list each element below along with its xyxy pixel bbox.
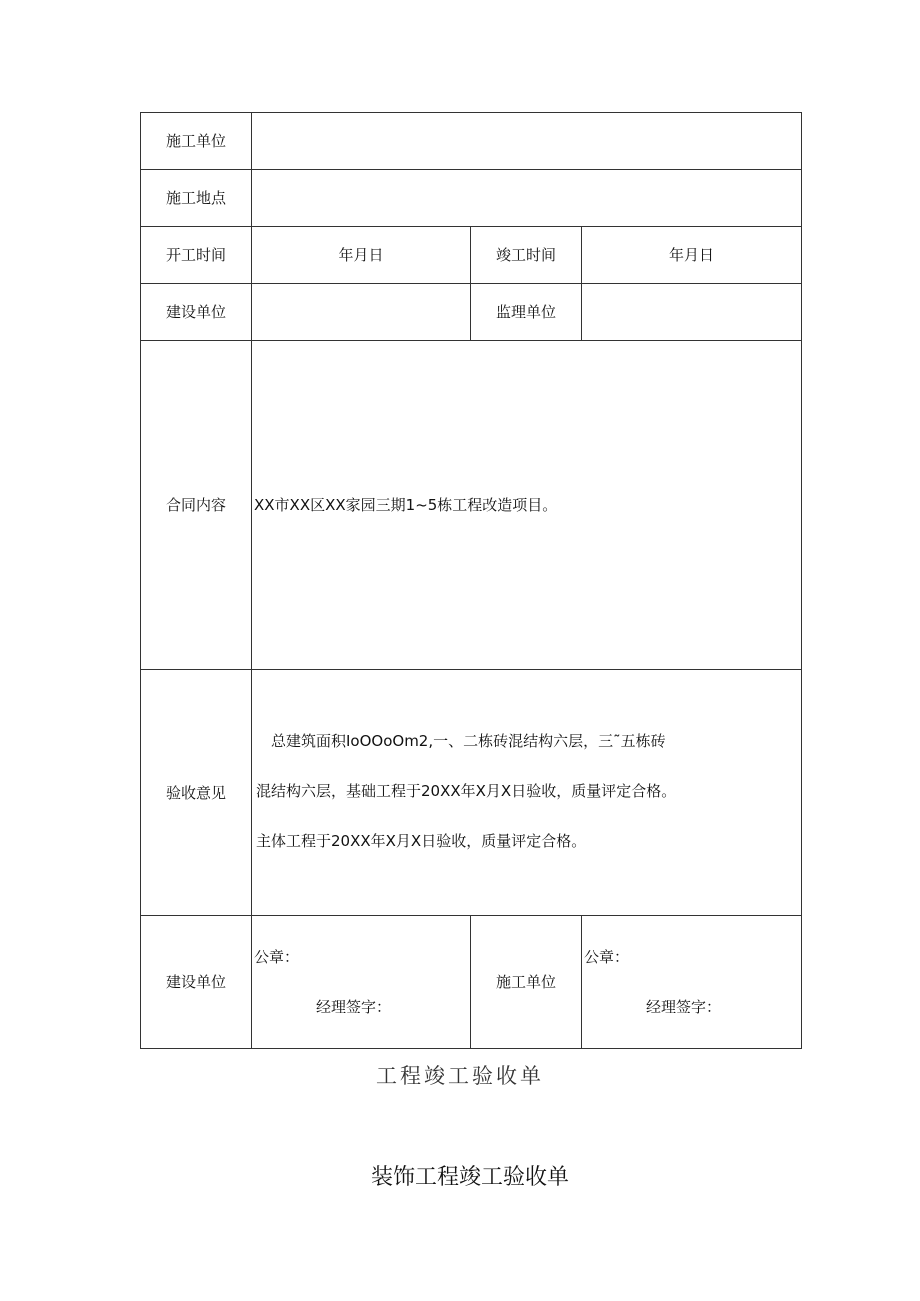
- construction-unit-value: [252, 113, 802, 170]
- construction-site-label: 施工地点: [141, 170, 252, 227]
- supervision-unit-value: [582, 284, 802, 341]
- contract-label: 合同内容: [141, 341, 252, 670]
- builder-manager-signature-label: 经理签字：: [316, 998, 392, 1016]
- completion-time-label: 竣工时间: [471, 227, 582, 284]
- contract-value: XX市XX区XX家园三期1~5栋工程改造项目。: [252, 341, 802, 670]
- builder-unit-label: 建设单位: [141, 284, 252, 341]
- row-construction-unit: [141, 113, 802, 170]
- acceptance-line: 总建筑面积IoOOoOm2,一、二栋砖混结构六层，三˜五栋砖: [271, 732, 666, 750]
- sign-builder-label: 建设单位: [141, 916, 252, 1049]
- acceptance-line: 主体工程于20XX年X月X日验收，质量评定合格。: [256, 832, 587, 850]
- sign-contractor-label: 施工单位: [471, 916, 582, 1049]
- row-signatures: [141, 916, 802, 1049]
- row-construction-site: [141, 170, 802, 227]
- construction-site-value: [252, 170, 802, 227]
- acceptance-label: 验收意见: [141, 670, 252, 916]
- table-caption: 工程竣工验收单: [376, 1064, 544, 1088]
- acceptance-line: 混结构六层，基础工程于20XX年X月X日验收，质量评定合格。: [256, 782, 677, 800]
- builder-seal-label: 公章：: [254, 948, 300, 966]
- sign-builder-area: [252, 916, 471, 1049]
- supervision-unit-label: 监理单位: [471, 284, 582, 341]
- builder-unit-value: [252, 284, 471, 341]
- construction-unit-label: 施工单位: [141, 113, 252, 170]
- contractor-seal-label: 公章：: [584, 948, 630, 966]
- row-acceptance: [141, 670, 802, 916]
- row-dates: [141, 227, 802, 284]
- contractor-manager-signature-label: 经理签字：: [646, 998, 722, 1016]
- start-time-label: 开工时间: [141, 227, 252, 284]
- acceptance-opinion: [252, 670, 802, 916]
- page-title: 装饰工程竣工验收单: [370, 1165, 569, 1190]
- row-units: [141, 284, 802, 341]
- start-time-value: 年月日: [252, 227, 471, 284]
- acceptance-form-table: [140, 112, 802, 1049]
- row-contract: [141, 341, 802, 670]
- completion-time-value: 年月日: [582, 227, 802, 284]
- sign-contractor-area: [582, 916, 802, 1049]
